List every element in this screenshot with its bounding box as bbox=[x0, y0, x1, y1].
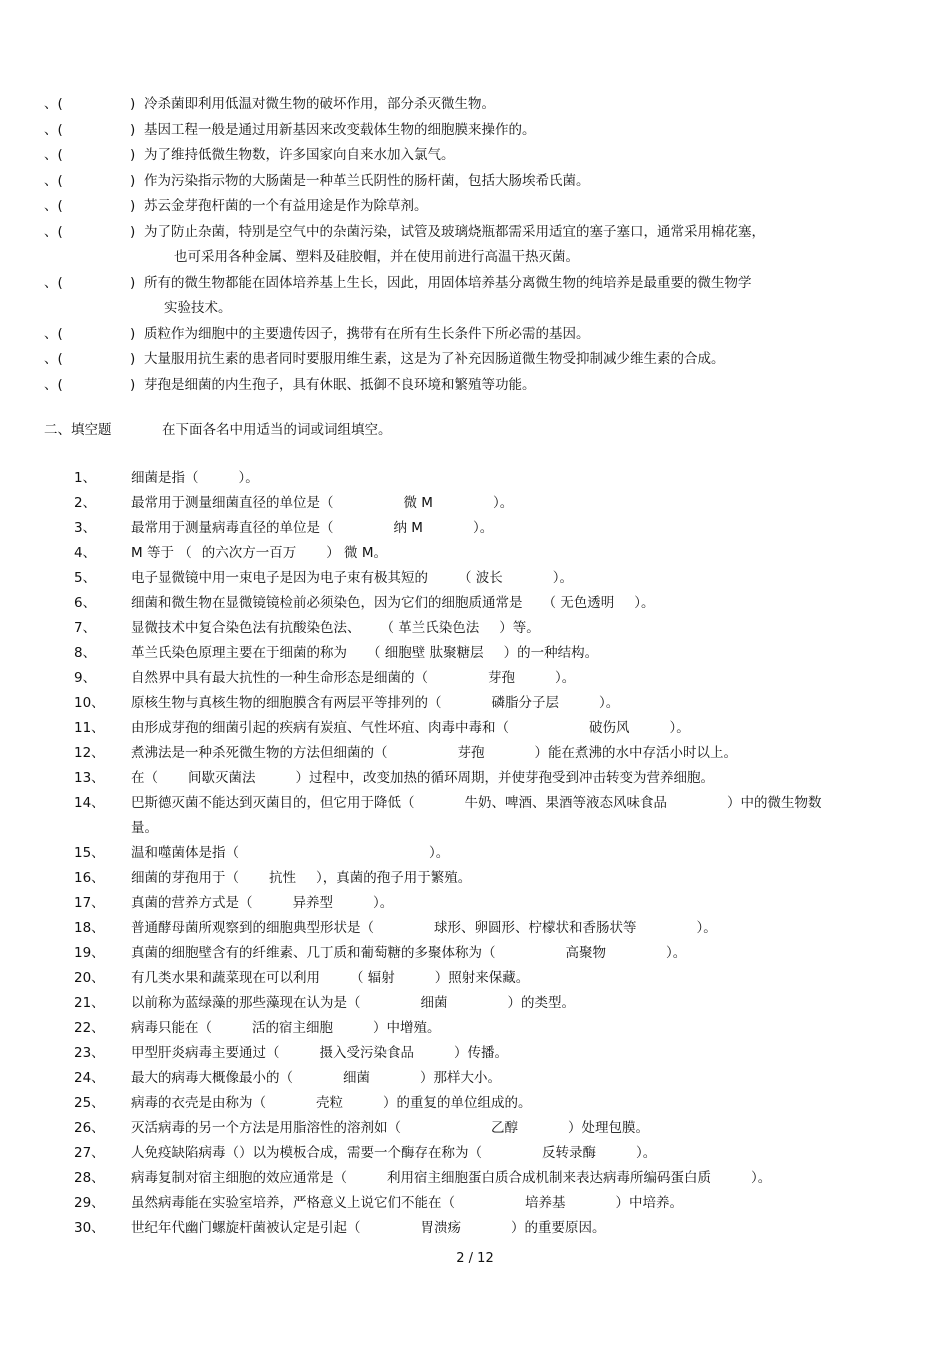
item-number: 7、 bbox=[74, 620, 97, 636]
answer: 芽孢 bbox=[457, 745, 485, 761]
tf-prefix: 、( bbox=[44, 376, 63, 393]
question-before: 由形成芽孢的细菌引起的疾病有炭疽、气性坏疽、肉毒中毒和（ bbox=[131, 720, 509, 736]
answer: 球形、卵圆形、柠檬状和香肠状等 bbox=[434, 920, 637, 936]
question-after: ）。 bbox=[552, 570, 574, 586]
answer: 乙醇 bbox=[491, 1120, 518, 1136]
item-text bbox=[131, 916, 904, 941]
item-number: 24、 bbox=[74, 1070, 105, 1086]
answer: 破伤风 bbox=[589, 720, 630, 736]
question-after: ）。 bbox=[429, 845, 450, 861]
question-after: ）。 bbox=[634, 595, 655, 611]
tf-close: ) bbox=[130, 325, 136, 342]
item-number: 22、 bbox=[74, 1020, 105, 1036]
question-after: ）。 bbox=[472, 520, 494, 536]
item-number: 10、 bbox=[74, 695, 105, 711]
tf-text: 大量服用抗生素的患者同时要服用维生素，这是为了补充因肠道微生物受抑制减少维生素的合成。 bbox=[144, 351, 725, 367]
item-text bbox=[131, 1166, 904, 1191]
item-number: 19、 bbox=[74, 945, 105, 961]
item-text bbox=[131, 1216, 904, 1241]
tf-prefix: 、( bbox=[44, 147, 63, 163]
tf-close: ) bbox=[130, 198, 136, 214]
tf-answer-blank bbox=[74, 118, 130, 144]
tf-answer-blank bbox=[74, 143, 130, 169]
item-text bbox=[131, 691, 904, 716]
tf-text: 冷杀菌即利用低温对微生物的破坏作用，部分杀灭微生物。 bbox=[144, 96, 495, 112]
item-number: 28、 bbox=[74, 1170, 105, 1186]
answer: （ 辐射 bbox=[350, 970, 395, 986]
answer: （ 细胞壁 肽聚糖层 bbox=[367, 645, 484, 661]
item-text bbox=[131, 1016, 904, 1041]
fill-blank-item bbox=[74, 916, 904, 941]
tf-text: 苏云金芽孢杆菌的一个有益用途是作为除草剂。 bbox=[144, 198, 428, 214]
question-after: ）。 bbox=[492, 495, 514, 511]
item-text bbox=[131, 491, 904, 516]
answer: 的六次方一百万 bbox=[201, 545, 297, 561]
fill-blank-list bbox=[74, 466, 904, 1241]
fill-blank-item bbox=[74, 966, 904, 991]
tf-prefix: 、( bbox=[44, 274, 63, 291]
answer: 培养基 bbox=[525, 1195, 566, 1211]
fill-blank-item bbox=[74, 1166, 904, 1191]
tf-answer-blank bbox=[74, 169, 130, 195]
question-after: ）传播。 bbox=[454, 1045, 508, 1061]
fill-blank-item bbox=[74, 866, 904, 891]
question-after: ）中增殖。 bbox=[373, 1020, 441, 1036]
fill-blank-item bbox=[74, 616, 904, 641]
question-after: ）。 bbox=[636, 1145, 657, 1161]
tf-answer-blank bbox=[74, 322, 130, 348]
item-number: 25、 bbox=[74, 1095, 105, 1111]
item-number: 2、 bbox=[74, 495, 97, 511]
item-number: 5、 bbox=[74, 570, 97, 586]
question-after: ）。 bbox=[238, 470, 259, 486]
item-text bbox=[131, 766, 904, 791]
item-text bbox=[131, 1041, 904, 1066]
item-number: 1、 bbox=[74, 470, 97, 486]
tf-prefix: 、( bbox=[44, 223, 63, 240]
question-after: ）。 bbox=[599, 695, 620, 711]
answer: 间歇灭菌法 bbox=[188, 770, 256, 786]
fill-blank-item bbox=[74, 1141, 904, 1166]
fill-blank-item bbox=[74, 841, 904, 866]
tf-close: ) bbox=[130, 376, 136, 393]
tf-item bbox=[44, 347, 904, 373]
page-number: 2 / 12 bbox=[456, 1251, 494, 1266]
question-before: 虽然病毒能在实验室培养，严格意义上说它们不能在（ bbox=[131, 1195, 455, 1211]
item-text bbox=[131, 591, 904, 616]
true-false-list bbox=[44, 92, 904, 398]
item-text bbox=[131, 1191, 904, 1216]
item-text bbox=[131, 641, 904, 666]
question-after: ）的一种结构。 bbox=[503, 645, 599, 661]
item-text bbox=[131, 616, 904, 641]
fill-blank-item bbox=[74, 1216, 904, 1241]
tf-close: ) bbox=[130, 172, 136, 189]
tf-text: 作为污染指示物的大肠菌是一种革兰氏阴性的肠杆菌，包括大肠埃希氏菌。 bbox=[144, 172, 590, 189]
question-before: 普通酵母菌所观察到的细胞典型形状是（ bbox=[131, 920, 374, 936]
item-text bbox=[131, 1066, 904, 1091]
answer: 反转录酶 bbox=[542, 1145, 596, 1161]
tf-answer-blank bbox=[74, 220, 130, 271]
item-text bbox=[131, 466, 904, 491]
question-before: 显微技术中复合染色法有抗酸染色法、 bbox=[131, 620, 361, 636]
tf-prefix: 、( bbox=[44, 121, 63, 138]
item-number: 23、 bbox=[74, 1045, 105, 1061]
item-text bbox=[131, 966, 904, 991]
tf-text: 质粒作为细胞中的主要遗传因子，携带有在所有生长条件下所必需的基因。 bbox=[144, 325, 590, 342]
question-before: 病毒只能在（ bbox=[131, 1020, 212, 1036]
question-before: 以前称为蓝绿藻的那些藻现在认为是（ bbox=[131, 995, 361, 1011]
question-before: 病毒的衣壳是由称为（ bbox=[131, 1095, 266, 1111]
fill-blank-item bbox=[74, 716, 904, 741]
item-number: 15、 bbox=[74, 845, 105, 861]
question-after: ）中培养。 bbox=[615, 1195, 683, 1211]
question-before: 甲型肝炎病毒主要通过（ bbox=[131, 1045, 280, 1061]
fill-blank-item bbox=[74, 641, 904, 666]
tf-answer-blank bbox=[74, 373, 130, 399]
question-before: 细菌和微生物在显微镜镜检前必须染色，因为它们的细胞质通常是 bbox=[131, 595, 523, 611]
fill-blank-item bbox=[74, 1116, 904, 1141]
tf-close: ) bbox=[130, 147, 136, 163]
question-before: 真菌的营养方式是（ bbox=[131, 895, 253, 911]
item-text bbox=[131, 666, 904, 691]
item-number: 9、 bbox=[74, 670, 97, 686]
question-after: ）。 bbox=[373, 895, 394, 911]
tf-text-continued: 也可采用各种金属、塑料及硅胶帽，并在使用前进行高温干热灭菌。 bbox=[174, 249, 579, 265]
answer: 芽孢 bbox=[488, 670, 515, 686]
tf-text-wrap bbox=[144, 169, 904, 195]
question-after: ），真菌的孢子用于繁殖。 bbox=[316, 870, 472, 886]
question-before: 最常用于测量细菌直径的单位是（ bbox=[131, 495, 334, 511]
question-before: 世纪年代幽门螺旋杆菌被认定是引起（ bbox=[131, 1220, 361, 1236]
question-after: ）那样大小。 bbox=[420, 1070, 501, 1086]
answer: （ 革兰氏染色法 bbox=[380, 620, 480, 636]
item-text bbox=[131, 866, 904, 891]
fill-blank-item bbox=[74, 991, 904, 1016]
item-number: 13、 bbox=[74, 770, 105, 786]
question-after: ）的重复的单位组成的。 bbox=[383, 1095, 532, 1111]
tf-item bbox=[44, 373, 904, 399]
item-number: 8、 bbox=[74, 645, 97, 661]
answer: 牛奶、啤酒、果酒等液态风味食品 bbox=[464, 795, 667, 811]
item-number: 30、 bbox=[74, 1220, 105, 1236]
question-before: 细菌是指（ bbox=[131, 470, 199, 486]
tf-answer-blank bbox=[74, 194, 130, 220]
question-before: 病毒复制对宿主细胞的效应通常是（ bbox=[131, 1170, 347, 1186]
fill-blank-item bbox=[74, 1041, 904, 1066]
tf-item bbox=[44, 92, 904, 118]
fill-blank-item bbox=[74, 766, 904, 791]
tf-item bbox=[44, 271, 904, 322]
fill-blank-item bbox=[74, 741, 904, 766]
tf-close: ) bbox=[130, 121, 136, 138]
question-before: 最常用于测量病毒直径的单位是（ bbox=[131, 520, 334, 536]
question-continued: 量。 bbox=[131, 820, 158, 836]
fill-blank-item bbox=[74, 941, 904, 966]
tf-text-wrap bbox=[144, 373, 904, 399]
item-number: 17、 bbox=[74, 895, 105, 911]
question-before: 人免疫缺陷病毒（）以为模板合成，需要一个酶存在称为（ bbox=[131, 1145, 482, 1161]
tf-answer-blank bbox=[74, 92, 130, 118]
item-text bbox=[131, 841, 904, 866]
item-number: 29、 bbox=[74, 1195, 105, 1211]
fill-blank-item bbox=[74, 491, 904, 516]
section-instruction: 在下面各名中用适当的词或词组填空。 bbox=[162, 422, 392, 438]
question-after: ）的类型。 bbox=[507, 995, 575, 1011]
item-text bbox=[131, 541, 904, 566]
item-number: 20、 bbox=[74, 970, 105, 986]
item-text bbox=[131, 1091, 904, 1116]
tf-prefix: 、( bbox=[44, 172, 63, 189]
question-after: ）的重要原因。 bbox=[511, 1220, 606, 1236]
question-after: ）。 bbox=[666, 945, 687, 961]
tf-item bbox=[44, 118, 904, 144]
fill-blank-item bbox=[74, 541, 904, 566]
tf-item bbox=[44, 322, 904, 348]
question-before: 巴斯德灭菌不能达到灭菌目的，但它用于降低（ bbox=[131, 795, 415, 811]
question-before: 在（ bbox=[131, 770, 158, 786]
answer: 细菌 bbox=[343, 1070, 370, 1086]
answer: （ 无色透明 bbox=[542, 595, 615, 611]
fill-blank-item bbox=[74, 791, 904, 841]
answer: 抗性 bbox=[269, 870, 296, 886]
item-number: 18、 bbox=[74, 920, 105, 936]
question-before: 原核生物与真核生物的细胞膜含有两层平等排列的（ bbox=[131, 695, 442, 711]
answer: 高聚物 bbox=[565, 945, 606, 961]
tf-text-wrap bbox=[144, 92, 904, 118]
item-text bbox=[131, 1141, 904, 1166]
answer: 活的宿主细胞 bbox=[252, 1020, 333, 1036]
question-after: ）中的微生物数 bbox=[727, 795, 822, 811]
fill-blank-item bbox=[74, 666, 904, 691]
fill-blank-item bbox=[74, 1191, 904, 1216]
question-after: ）等。 bbox=[499, 620, 540, 636]
question-before: 煮沸法是一种杀死微生物的方法但细菌的（ bbox=[131, 745, 388, 761]
item-text bbox=[131, 991, 904, 1016]
question-after: ）。 bbox=[751, 1170, 772, 1186]
item-number: 11、 bbox=[74, 720, 105, 736]
question-before: 自然界中具有最大抗性的一种生命形态是细菌的（ bbox=[131, 670, 428, 686]
tf-text-continued: 实验技术。 bbox=[164, 300, 232, 316]
tf-item bbox=[44, 220, 904, 271]
tf-prefix: 、( bbox=[44, 351, 63, 367]
fill-blank-item bbox=[74, 466, 904, 491]
tf-text-wrap bbox=[144, 194, 904, 220]
item-text bbox=[131, 941, 904, 966]
answer: 壳粒 bbox=[316, 1095, 343, 1111]
tf-text: 芽孢是细菌的内生孢子，具有休眠、抵御不良环境和繁殖等功能。 bbox=[144, 376, 536, 393]
fill-blank-item bbox=[74, 516, 904, 541]
item-number: 21、 bbox=[74, 995, 105, 1011]
question-before: M 等于 （ bbox=[131, 545, 192, 561]
fill-blank-item bbox=[74, 1016, 904, 1041]
tf-text-wrap bbox=[144, 347, 904, 373]
answer: （ 波长 bbox=[458, 570, 503, 586]
question-before: 真菌的细胞壁含有的纤维素、几丁质和葡萄糖的多聚体称为（ bbox=[131, 945, 496, 961]
item-number: 27、 bbox=[74, 1145, 105, 1161]
answer: 微 M bbox=[403, 495, 433, 511]
item-number: 16、 bbox=[74, 870, 105, 886]
tf-text-wrap bbox=[144, 322, 904, 348]
answer: 细菌 bbox=[420, 995, 448, 1011]
question-before: 灭活病毒的另一个方法是用脂溶性的溶剂如（ bbox=[131, 1120, 401, 1136]
tf-text-wrap bbox=[144, 220, 904, 271]
tf-text-wrap bbox=[144, 118, 904, 144]
tf-text-wrap bbox=[144, 271, 904, 322]
tf-prefix: 、( bbox=[44, 198, 63, 214]
question-after: ）。 bbox=[669, 720, 690, 736]
item-text bbox=[131, 566, 904, 591]
tf-prefix: 、( bbox=[44, 325, 63, 342]
tf-answer-blank bbox=[74, 271, 130, 322]
question-after: ）。 bbox=[555, 670, 576, 686]
question-before: 电子显微镜中用一束电子是因为电子束有极其短的 bbox=[131, 570, 428, 586]
tf-item bbox=[44, 194, 904, 220]
tf-text: 为了防止杂菌，特别是空气中的杂菌污染，试管及玻璃烧瓶都需采用适宜的塞子塞口，通常采用棉花塞， bbox=[144, 223, 765, 240]
tf-close: ) bbox=[130, 351, 136, 367]
answer: 异养型 bbox=[292, 895, 333, 911]
item-text bbox=[131, 891, 904, 916]
tf-text-wrap bbox=[144, 143, 904, 169]
tf-close: ) bbox=[130, 223, 136, 240]
item-number: 26、 bbox=[74, 1120, 105, 1136]
item-number: 14、 bbox=[74, 795, 105, 811]
question-after: ）处理包膜。 bbox=[568, 1120, 649, 1136]
item-number: 4、 bbox=[74, 545, 97, 561]
fill-blank-item bbox=[74, 591, 904, 616]
fill-blank-item bbox=[74, 891, 904, 916]
question-after: ） 微 M。 bbox=[326, 545, 387, 561]
tf-prefix: 、( bbox=[44, 96, 63, 112]
question-after: ）能在煮沸的水中存活小时以上。 bbox=[534, 745, 737, 761]
item-text bbox=[131, 741, 904, 766]
tf-close: ) bbox=[130, 274, 136, 291]
answer: 摄入受污染食品 bbox=[319, 1045, 414, 1061]
item-number: 6、 bbox=[74, 595, 97, 611]
question-after: ）。 bbox=[696, 920, 717, 936]
section-heading bbox=[44, 418, 392, 442]
question-before: 细菌的芽孢用于（ bbox=[131, 870, 239, 886]
fill-blank-item bbox=[74, 691, 904, 716]
item-text bbox=[131, 1116, 904, 1141]
item-number: 3、 bbox=[74, 520, 97, 536]
question-after: ）照射来保藏。 bbox=[434, 970, 530, 986]
question-before: 有几类水果和蔬菜现在可以利用 bbox=[131, 970, 320, 986]
question-after: ）过程中，改变加热的循环周期，并使芽孢受到冲击转变为营养细胞。 bbox=[295, 770, 714, 786]
fill-blank-item bbox=[74, 1066, 904, 1091]
tf-text: 为了维持低微生物数，许多国家向自来水加入氯气。 bbox=[144, 147, 455, 163]
answer: 胃溃疡 bbox=[420, 1220, 461, 1236]
question-before: 最大的病毒大概像最小的（ bbox=[131, 1070, 293, 1086]
answer: 磷脂分子层 bbox=[491, 695, 559, 711]
item-text bbox=[131, 716, 904, 741]
question-before: 革兰氏染色原理主要在于细菌的称为 bbox=[131, 645, 347, 661]
item-text bbox=[131, 516, 904, 541]
question-before: 温和噬菌体是指（ bbox=[131, 845, 239, 861]
answer: 纳 M bbox=[393, 520, 423, 536]
fill-blank-item bbox=[74, 566, 904, 591]
answer: 利用宿主细胞蛋白质合成机制来表达病毒所编码蛋白质 bbox=[387, 1170, 711, 1186]
section-number: 二、填空题 bbox=[44, 422, 112, 438]
tf-text: 基因工程一般是通过用新基因来改变载体生物的细胞膜来操作的。 bbox=[144, 121, 536, 138]
item-text bbox=[131, 791, 904, 841]
fill-blank-item bbox=[74, 1091, 904, 1116]
tf-item bbox=[44, 143, 904, 169]
tf-item bbox=[44, 169, 904, 195]
tf-close: ) bbox=[130, 96, 136, 112]
tf-answer-blank bbox=[74, 347, 130, 373]
tf-text: 所有的微生物都能在固体培养基上生长，因此，用固体培养基分离微生物的纯培养是最重要的微生物学 bbox=[144, 274, 752, 291]
item-number: 12、 bbox=[74, 745, 105, 761]
